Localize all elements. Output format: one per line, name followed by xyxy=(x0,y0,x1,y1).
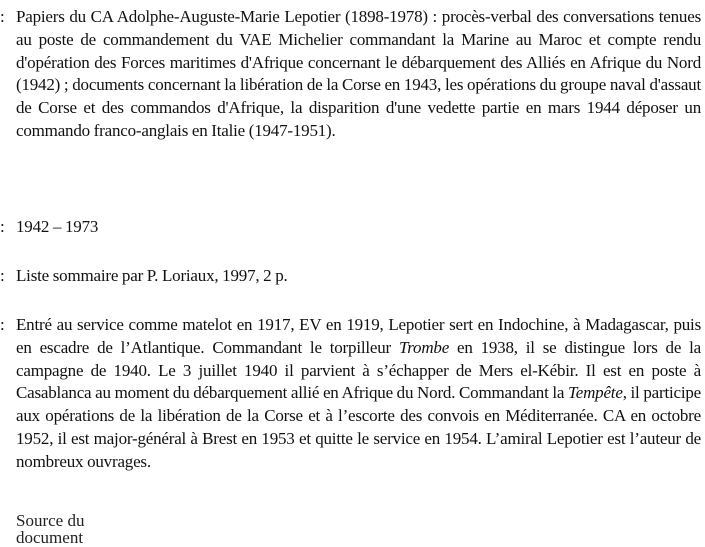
bio-segment: Entré au service comme matelot en 1917, EV en 1919, Lepotier sert en Indochine, à Madagascar, puis en escadre de l’Atlantique. Commandant le torpilleur xyxy=(16,315,701,357)
entry-dates xyxy=(0,216,705,240)
ship-name-tempete: Tempête xyxy=(568,383,623,403)
field-separator: : xyxy=(0,7,5,26)
contents-description: Papiers du CA Adolphe-Auguste-Marie Lepotier (1898-1978) : procès-verbal des conversations tenues au poste de commandement du VAE Michelier commandant la Marine au Maroc et compte rendu d'opération des Forces maritimes d'Afrique concernant le débarquement des Alliés en Afrique du Nord (1942) ; documents concernant la libération de la Corse en 1943, les opérations du groupe naval d'assaut de Corse et des commandos d'Afrique, la disparition d'une vedette partie en mars 1944 déposer un commando franco-anglais en Italie (1947-1951). xyxy=(16,7,701,140)
cut-off-text: Source du document xyxy=(16,511,85,547)
ship-name-trombe: Trombe xyxy=(398,337,450,357)
date-range: 1942 – 1973 xyxy=(16,217,99,236)
field-separator: : xyxy=(0,217,5,236)
finding-aid-text: Liste sommaire par P. Loriaux, 1997, 2 p. xyxy=(16,266,288,285)
entry-finding-aid xyxy=(0,265,705,289)
entry-contents xyxy=(0,6,705,196)
field-separator: : xyxy=(0,266,5,285)
cut-off-next-line xyxy=(16,511,136,547)
field-separator: : xyxy=(0,315,5,334)
biography-text xyxy=(16,314,701,474)
bio-segment: en 1938, il se distingue lors de la campagne de 1940. Le 3 juillet 1940 il parvient à s’échapper de Mers el-Kébir. Il est en poste à Casablanca au moment du débarquement allié en Afrique du Nord. Commandant la xyxy=(16,337,702,403)
entry-biography xyxy=(0,314,705,498)
bio-segment: , il participe aux opérations de la libération de la Corse et à l’escorte des convois en Méditerranée. CA en octobre 1952, il est major-général à Brest en 1953 et quitte le service en 1954. L’amiral Lepotier est l’auteur de nombreux ouvrages. xyxy=(16,383,701,471)
